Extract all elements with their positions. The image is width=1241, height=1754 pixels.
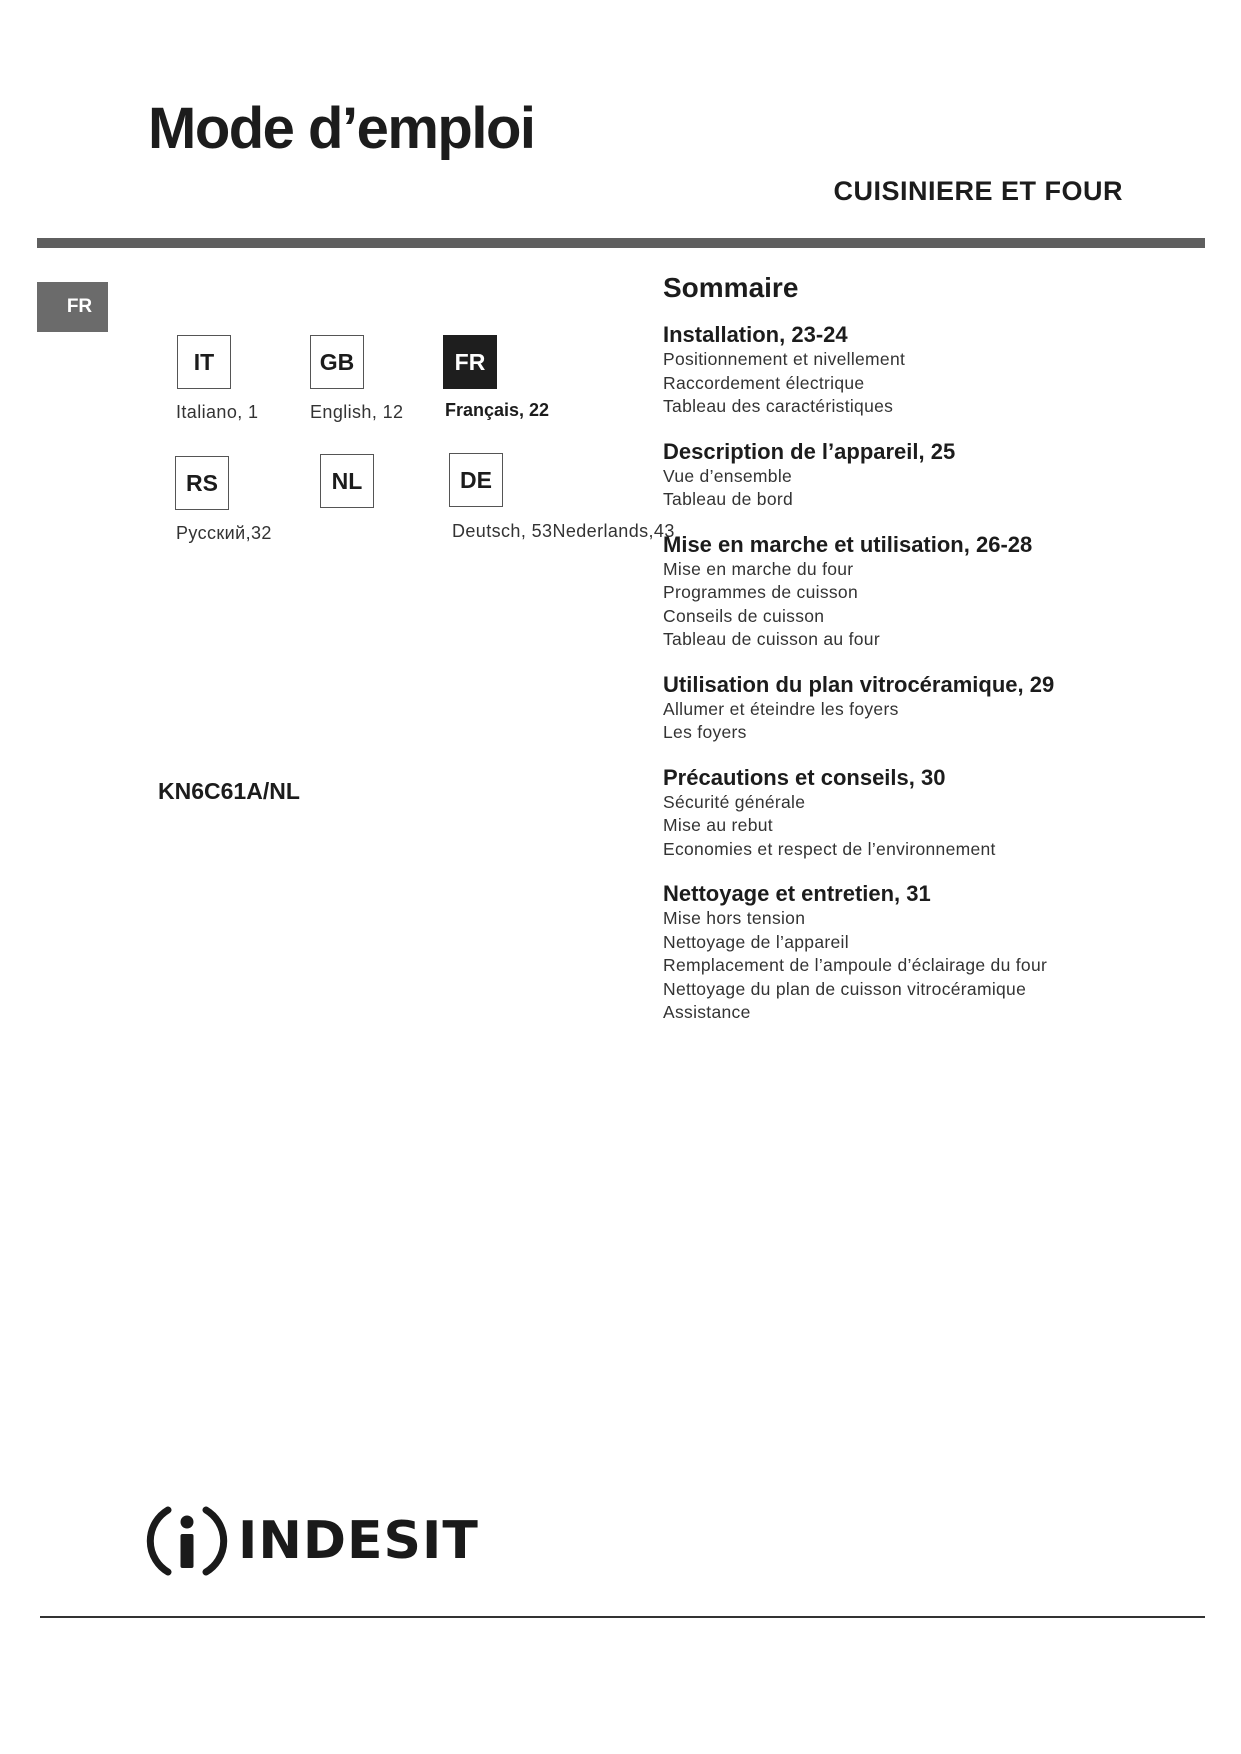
top-divider [37,238,1205,248]
brand-logo [146,1500,479,1582]
toc-item: Remplacement de l’ampoule d’éclairage du four [663,955,1048,975]
lang-box-it[interactable]: IT [177,335,231,389]
indesit-mark-icon [146,1500,228,1582]
language-side-tab: FR [37,282,108,332]
toc-item: Nettoyage du plan de cuisson vitrocéramique [663,978,1027,999]
toc-item: Economies et respect de l’environnement [663,838,996,859]
lang-label-it: Italiano, 1 [176,402,259,422]
toc-item: Nettoyage de l’appareil [663,931,849,952]
bottom-divider [40,1616,1205,1618]
toc-item: Mise en marche du four [663,558,854,579]
page-title: Mode d’emploi [148,96,535,161]
brand-logo-text: INDESIT [238,1511,479,1571]
toc-section-precautions [663,765,1143,862]
toc-item: Assistance [663,1002,751,1022]
toc-title: Sommaire [663,272,799,303]
lang-box-gb[interactable]: GB [310,335,364,389]
toc-section-vitroceramique [663,672,1143,745]
lang-box-rs[interactable]: RS [175,456,229,510]
toc-section-description [663,439,1143,512]
toc-item: Les foyers [663,722,747,742]
lang-label-rs: Русский,32 [176,523,272,543]
toc-section-nettoyage [663,881,1143,1025]
toc-section-installation [663,322,1143,419]
toc-item: Tableau des caractéristiques [663,396,894,416]
toc-heading: Nettoyage et entretien, 31 [663,881,931,906]
toc-item: Allumer et éteindre les foyers [663,698,899,719]
model-number: KN6C61A/NL [158,778,300,804]
toc-item: Sécurité générale [663,791,806,812]
toc-item: Mise au rebut [663,815,773,835]
toc-item: Tableau de bord [663,489,794,509]
toc-heading: Description de l’appareil, 25 [663,438,956,464]
lang-label-fr: Français, 22 [445,400,550,420]
toc-heading: Précautions et conseils, 30 [663,764,946,790]
lang-box-de[interactable]: DE [449,453,503,507]
lang-label-gb: English, 12 [310,402,404,422]
toc-item: Raccordement électrique [663,372,865,393]
toc-heading: Installation, 23-24 [663,322,848,347]
toc-item: Programmes de cuisson [663,582,858,602]
toc-heading: Utilisation du plan vitrocéramique, 29 [663,671,1055,697]
toc-item: Mise hors tension [663,908,806,928]
toc-item: Tableau de cuisson au four [663,629,880,649]
toc-heading: Mise en marche et utilisation, 26-28 [663,531,1033,557]
toc-item: Vue d’ensemble [663,465,793,486]
lang-box-nl[interactable]: NL [320,454,374,508]
lang-box-fr[interactable]: FR [443,335,497,389]
toc-item: Positionnement et nivellement [663,349,906,369]
table-of-contents [663,272,1143,1045]
lang-label-de: Deutsch, 53Nederlands,43 [452,521,675,541]
product-type: CUISINIERE ET FOUR [833,176,1123,206]
toc-section-mise-en-marche [663,532,1143,652]
toc-item: Conseils de cuisson [663,605,825,626]
